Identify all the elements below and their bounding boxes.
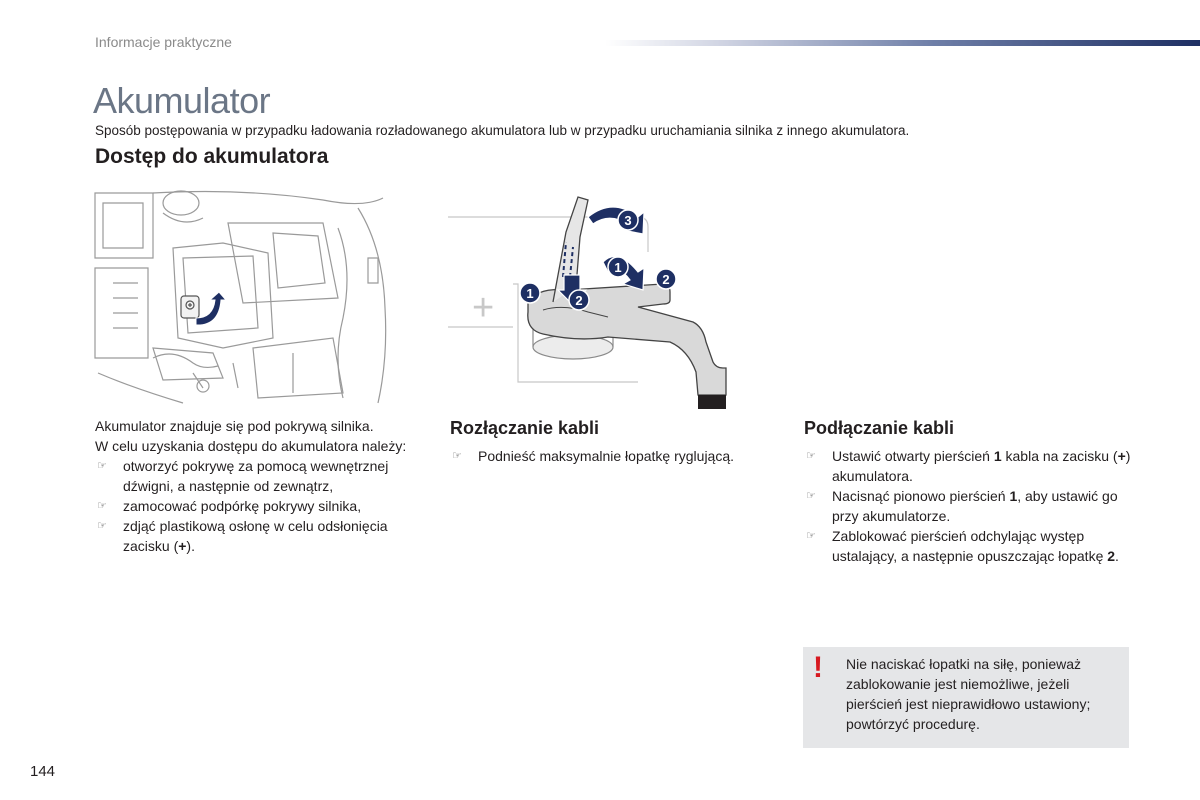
list-item: ☞ zdjąć plastikową osłonę w celu odsłonięcia zacisku (+).	[97, 518, 388, 554]
list-item: ☞ Nacisnąć pionowo pierścień 1, aby ustawić go przy akumulatorze.	[806, 488, 1118, 524]
header-gradient-bar	[605, 40, 1200, 46]
pointing-hand-icon: ☞	[97, 460, 107, 472]
disconnect-column	[450, 416, 780, 466]
callout-1-left: 1	[526, 286, 534, 301]
warning-box	[803, 647, 1129, 748]
disconnect-steps	[450, 446, 780, 466]
list-item: ☞ Ustawić otwarty pierścień 1 kabla na zacisku (+) akumulatora.	[806, 448, 1131, 484]
pointing-hand-icon: ☞	[806, 450, 816, 462]
page-title: Akumulator	[93, 80, 271, 121]
pointing-hand-icon: ☞	[97, 500, 107, 512]
list-item: ☞ otworzyć pokrywę za pomocą wewnętrznej dźwigni, a następnie od zewnątrz,	[97, 458, 389, 494]
callout-1-right: 1	[614, 260, 622, 275]
access-text-2: W celu uzyskania dostępu do akumulatora należy:	[95, 438, 407, 454]
warning-text: Nie naciskać łopatki na siłę, ponieważ zablokowanie jest niemożliwe, jeżeli pierścień jest nieprawidłowo ustawiony; powtórzyć procedurę.	[846, 656, 1091, 732]
connect-column	[804, 416, 1134, 566]
access-heading: Dostęp do akumulatora	[95, 145, 329, 168]
access-steps	[95, 456, 430, 556]
page-number: 144	[30, 763, 56, 780]
connect-heading: Podłączanie kabli	[804, 418, 955, 438]
access-column	[95, 416, 430, 556]
access-text-1: Akumulator znajduje się pod pokrywą silnika.	[95, 418, 374, 434]
intro-text: Sposób postępowania w przypadku ładowania rozładowanego akumulatora lub w przypadku uruchamiania silnika z innego akumulatora.	[95, 123, 910, 138]
pointing-hand-icon: ☞	[97, 520, 107, 532]
pointing-hand-icon: ☞	[806, 530, 816, 542]
list-item: ☞ Zablokować pierścień odchylając występ ustalający, a następnie opuszczając łopatkę 2.	[806, 528, 1119, 564]
disconnect-heading: Rozłączanie kabli	[450, 418, 600, 438]
warning-icon: !	[813, 651, 823, 684]
callout-3: 3	[624, 213, 632, 228]
connect-steps	[804, 446, 1134, 566]
pointing-hand-icon: ☞	[806, 490, 816, 502]
section-label: Informacje praktyczne	[95, 34, 232, 50]
pointing-hand-icon: ☞	[452, 450, 462, 462]
plus-sign: +	[472, 287, 495, 329]
engine-bay-illustration	[93, 188, 393, 408]
list-item: ☞ Podnieść maksymalnie łopatkę ryglującą.	[452, 448, 735, 464]
callout-2-left: 2	[575, 293, 583, 308]
callout-2-right: 2	[662, 272, 670, 287]
list-item: ☞ zamocować podpórkę pokrywy silnika,	[97, 498, 362, 514]
battery-clamp-illustration	[448, 192, 733, 410]
